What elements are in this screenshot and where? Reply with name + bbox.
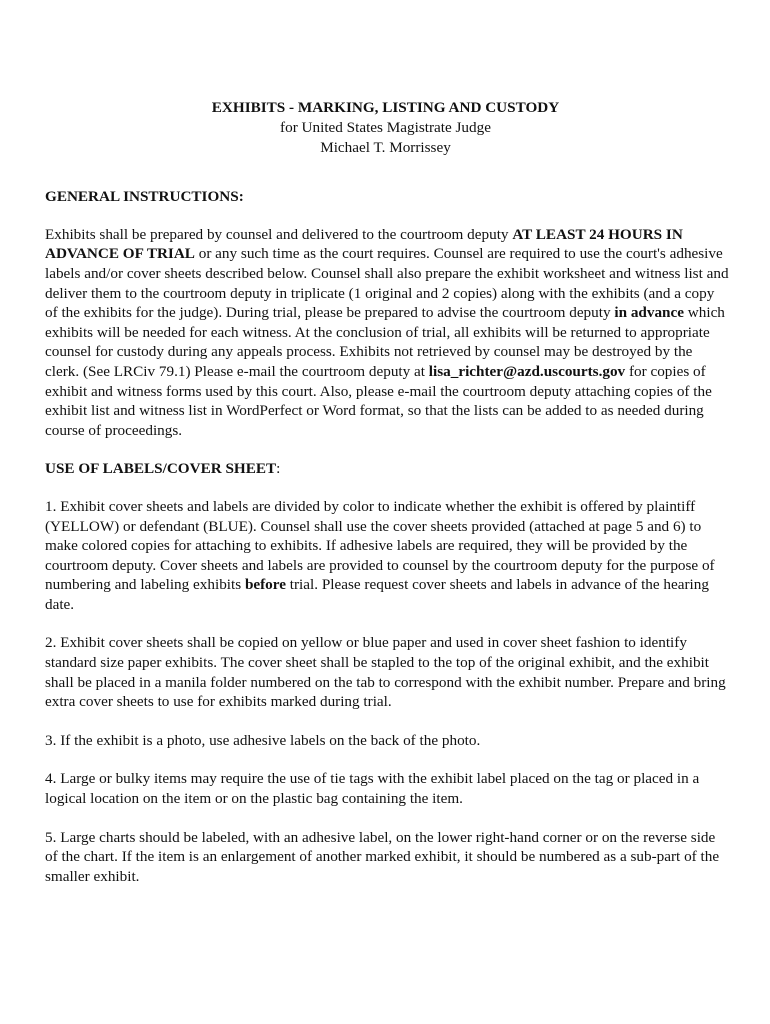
labels-item-4: 4. Large or bulky items may require the use of tie tags with the exhibit label placed on the tag or placed in a logical location on the item or on the plastic bag containing the item.	[45, 770, 700, 808]
labels-item1-part1: 1. Exhibit cover sheets and labels are divided by color to indicate whether the exhibit is offered by plaintiff (YELLOW) or defendant (BLUE). Counsel shall use the cover sheets provided (attached at page 5 and 6) to make colored copies for attaching to exhibits. If adhesive labels are required, they will be provided by the courtroom deputy. Cover sheets and labels are provided to counsel by the courtroom deputy for the purpose of numbering and labeling exhibits	[45, 497, 715, 594]
general-text-part2: or any such time as the court requires. Counsel are required to use the court's adhesive labels and/or cover sheets described below. Counsel shall also prepare the exhibit worksheet and witness list and deliver them to the courtroom deputy in triplicate (1 original and 2 copies) along with the exhibits (and a copy of the exhibits for the judge). During trial, please be prepared to advise the courtroom deputy	[45, 245, 729, 322]
labels-heading: USE OF LABELS/COVER SHEET	[45, 460, 277, 478]
labels-item-1	[45, 497, 730, 615]
labels-item-3: 3. If the exhibit is a photo, use adhesive labels on the back of the photo.	[45, 731, 481, 749]
labels-heading-line	[45, 459, 730, 479]
document-subtitle-line1: for United States Magistrate Judge	[280, 119, 491, 136]
labels-item-2: 2. Exhibit cover sheets shall be copied on yellow or blue paper and used in cover sheet fashion to identify standard size paper exhibits. The cover sheet shall be stapled to the top of the original exhibit, and the exhibit shall be placed in a manila folder numbered on the tab to correspond with the exhibit number. Prepare and bring extra cover sheets to use for exhibits marked during trial.	[45, 634, 726, 711]
document-subtitle-line2: Michael T. Morrissey	[320, 138, 451, 156]
document-page	[45, 98, 730, 886]
general-in-advance-bold: in advance	[614, 304, 684, 322]
general-text-part3: which exhibits will be needed for each witness. At the conclusion of trial, all exhibits will be returned to appropriate counsel for custody during any appeals process. Exhibits not retrieved by counsel may be destroyed by the clerk. (See LRCiv 79.1) Please e-mail the courtroom deputy at	[45, 304, 725, 380]
general-instructions-paragraph	[45, 225, 730, 441]
general-instructions-heading: GENERAL INSTRUCTIONS:	[45, 188, 244, 206]
labels-heading-colon: :	[276, 460, 281, 478]
general-text-part4: for copies of exhibit and witness forms used by this court. Also, please e-mail the courtroom deputy attaching copies of the exhibit list and witness list in WordPerfect or Word format, so that the lists can be added to as needed during course of proceedings.	[45, 362, 712, 439]
general-deadline-bold: AT LEAST 24 HOURS IN ADVANCE OF TRIAL	[45, 225, 683, 263]
labels-item-5: 5. Large charts should be labeled, with an adhesive label, on the lower right-hand corner or on the reverse side of the chart. If the item is an enlargement of another marked exhibit, it should be numbered as a sub-part of the smaller exhibit.	[45, 828, 720, 885]
labels-item1-part2: trial. Please request cover sheets and labels in advance of the hearing date.	[45, 576, 709, 613]
document-title: EXHIBITS - MARKING, LISTING AND CUSTODY	[211, 99, 560, 116]
general-text-part1: Exhibits shall be prepared by counsel and delivered to the courtroom deputy	[45, 225, 513, 243]
labels-item1-before-bold: before	[244, 576, 286, 594]
document-header	[41, 98, 730, 157]
courtroom-deputy-email: lisa_richter@azd.uscourts.gov	[428, 362, 626, 380]
